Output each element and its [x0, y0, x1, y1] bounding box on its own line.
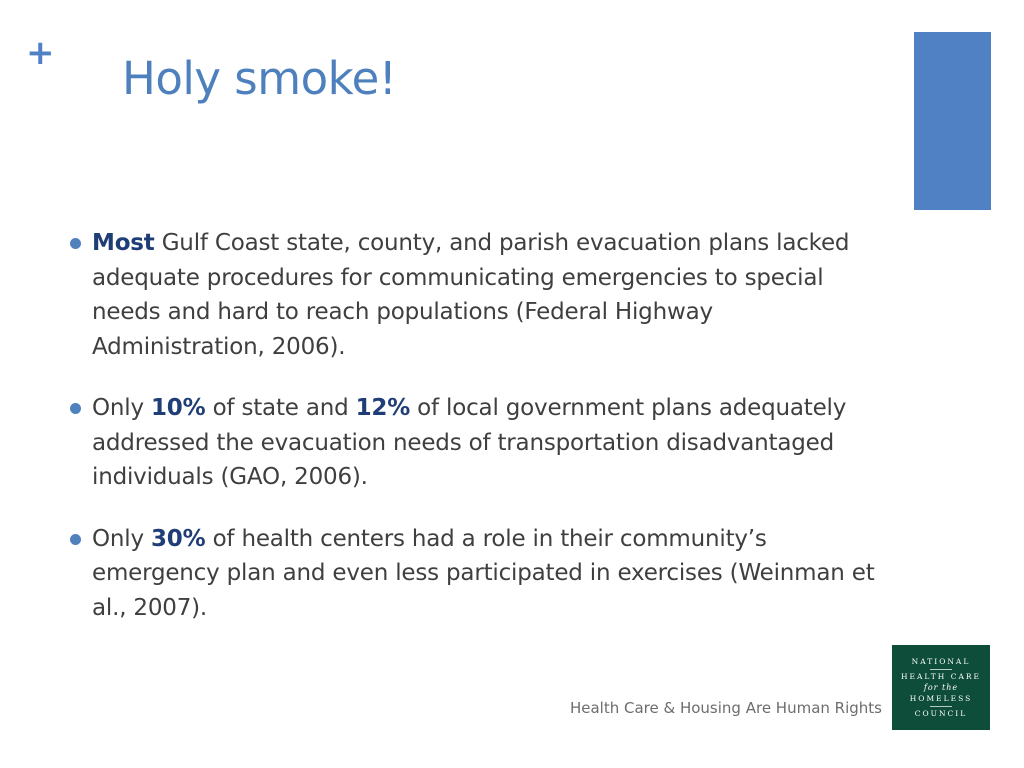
logo-line: COUNCIL [914, 708, 968, 718]
bullet-dot-icon [70, 238, 81, 249]
highlight-text: 12% [355, 395, 411, 421]
logo-divider [930, 706, 952, 707]
organization-logo [892, 645, 990, 730]
logo-line: for the [923, 682, 959, 692]
bullet-text: of local government plans adequately addressed the evacuation needs of transportation disadvantaged individuals (GAO, 2006). [92, 395, 847, 490]
logo-line: NATIONAL [911, 656, 971, 666]
logo-divider [930, 669, 952, 670]
logo-line: HEALTH CARE [900, 671, 981, 681]
bullet-text: Gulf Coast state, county, and parish evacuation plans lacked adequate procedures for communicating emergencies to special needs and hard to reach populations (Federal Highway Administration, 2006). [92, 230, 850, 360]
bullet-item [70, 391, 880, 495]
bullet-item [70, 522, 880, 626]
bullet-prefix: Only [92, 395, 151, 421]
accent-bar [914, 32, 991, 210]
highlight-text: 10% [151, 395, 206, 421]
logo-line: HOMELESS [909, 693, 973, 703]
highlight-text: 30% [151, 525, 206, 552]
bullet-item [70, 226, 880, 364]
bullet-dot-icon [70, 534, 81, 545]
bullet-middle: of state and [205, 395, 356, 421]
bullet-text: of health centers had a role in their community’s emergency plan and even less participated in exercises (Weinman et al., 2007). [92, 525, 875, 621]
bullet-list [70, 226, 880, 625]
plus-icon: + [26, 33, 55, 73]
footer-tagline: Health Care & Housing Are Human Rights [569, 699, 882, 717]
bullet-prefix: Only [92, 525, 151, 552]
bullet-dot-icon [70, 403, 81, 414]
highlight-text: Most [92, 230, 155, 256]
slide-title: Holy smoke! [122, 52, 397, 105]
